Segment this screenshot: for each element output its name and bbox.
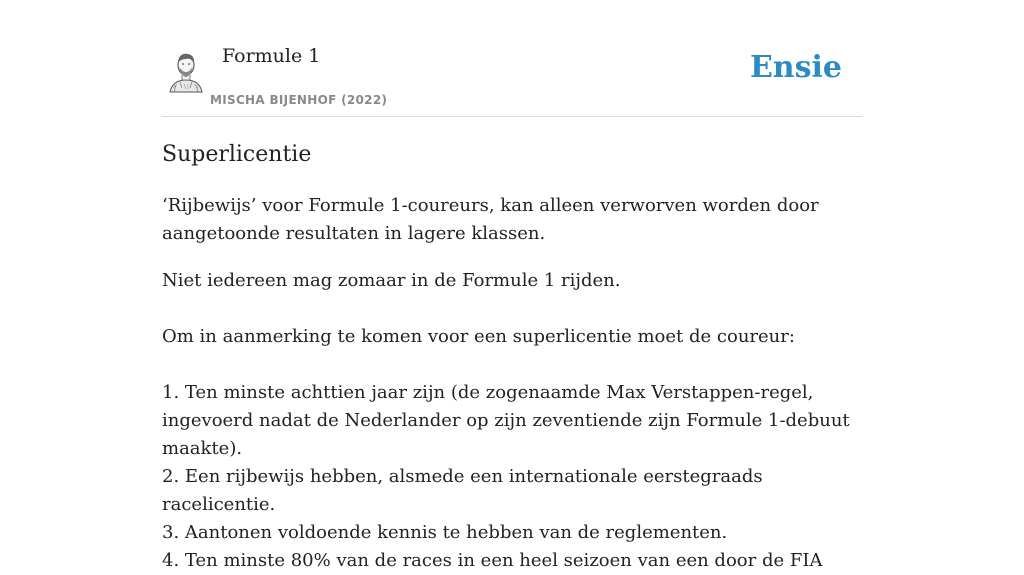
entry-lead: Om in aanmerking te komen voor een superlicentie moet de coureur:: [162, 326, 795, 347]
author-credit[interactable]: MISCHA BIJENHOF (2022): [210, 93, 388, 107]
entry-content: [162, 138, 862, 575]
header: [162, 0, 862, 117]
list-item: 2. Een rijbewijs hebben, alsmede een internationale eerstegraads racelicentie.: [162, 466, 763, 515]
paragraph-gap: [162, 351, 862, 379]
ensie-logo[interactable]: Ensie: [749, 50, 842, 85]
list-item: 4. Ten minste 80% van de races in een heel seizoen van een door de FIA: [162, 550, 823, 571]
paragraph-gap: [162, 295, 862, 323]
entry-summary: ‘Rijbewijs’ voor Formule 1-coureurs, kan alleen verworven worden door aangetoonde resultaten in lagere klassen.: [162, 195, 819, 244]
entry-intro: Niet iedereen mag zomaar in de Formule 1 rijden.: [162, 270, 621, 291]
list-item: 3. Aantonen voldoende kennis te hebben van de reglementen.: [162, 522, 728, 543]
entry-title: Superlicentie: [162, 142, 312, 167]
book-title[interactable]: Formule 1: [222, 45, 321, 67]
author-portrait-sketch-icon: [164, 48, 208, 92]
avatar: [164, 48, 208, 92]
list-item: 1. Ten minste achttien jaar zijn (de zogenaamde Max Verstappen-regel, ingevoerd nadat de Nederlander op zijn zeventiende zijn Formule 1-debuut maakte).: [162, 382, 850, 459]
entry-body: [162, 267, 862, 575]
